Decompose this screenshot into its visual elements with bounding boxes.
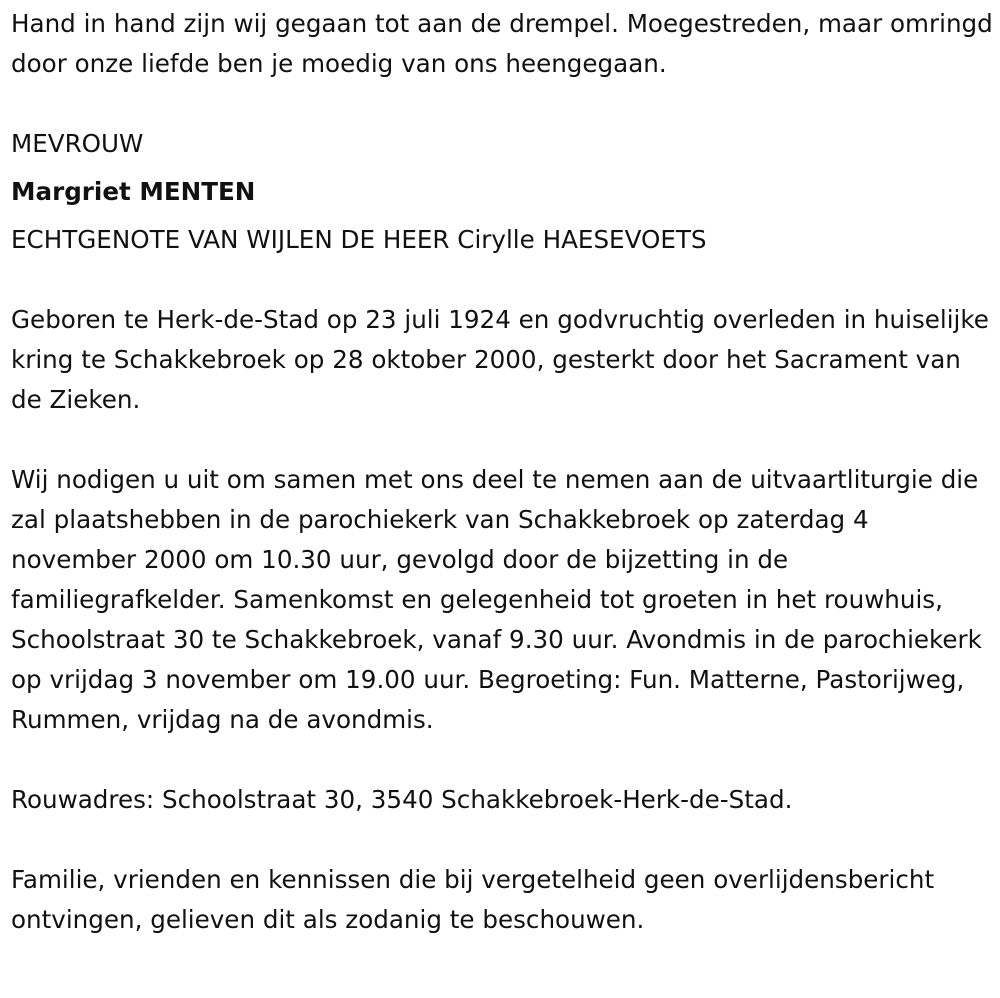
spouse-line: ECHTGENOTE VAN WIJLEN DE HEER Cirylle HAESEVOETS [11,225,707,254]
spacer [11,420,996,460]
intro-text: Hand in hand zijn wij gegaan tot aan de drempel. Moegestreden, maar omringd door onze liefde ben je moedig van ons heengegaan. [11,9,993,78]
invitation-text: Wij nodigen u uit om samen met ons deel te nemen aan de uitvaartliturgie die zal plaatshebben in de parochiekerk van Schakkebroek op zaterdag 4 november 2000 om 10.30 uur, gevolgd door de bijzetting in de familiegrafkelder. Samenkomst en gelegenheid tot groeten in het rouwhuis, Schoolstraat 30 te Schakkebroek, vanaf 9.30 uur. Avondmis in de parochiekerk op vrijdag 3 november om 19.00 uur. Begroeting: Fun. Matterne, Pastorijweg, Rummen, vrijdag na de avondmis. [11,465,982,734]
spacer [11,84,996,124]
deceased-name: Margriet MENTEN [11,177,256,206]
obituary-notice [11,4,996,940]
salutation: MEVROUW [11,129,144,158]
spacer [11,820,996,860]
spacer [11,260,996,300]
closing-text: Familie, vrienden en kennissen die bij vergetelheid geen overlijdensbericht ontvingen, gelieven dit als zodanig te beschouwen. [11,865,935,934]
birth-death-text: Geboren te Herk-de-Stad op 23 juli 1924 en godvruchtig overleden in huiselijke kring te Schakkebroek op 28 oktober 2000, gesterkt door het Sacrament van de Zieken. [11,305,989,414]
mourning-address: Rouwadres: Schoolstraat 30, 3540 Schakkebroek-Herk-de-Stad. [11,785,793,814]
spacer [11,740,996,780]
